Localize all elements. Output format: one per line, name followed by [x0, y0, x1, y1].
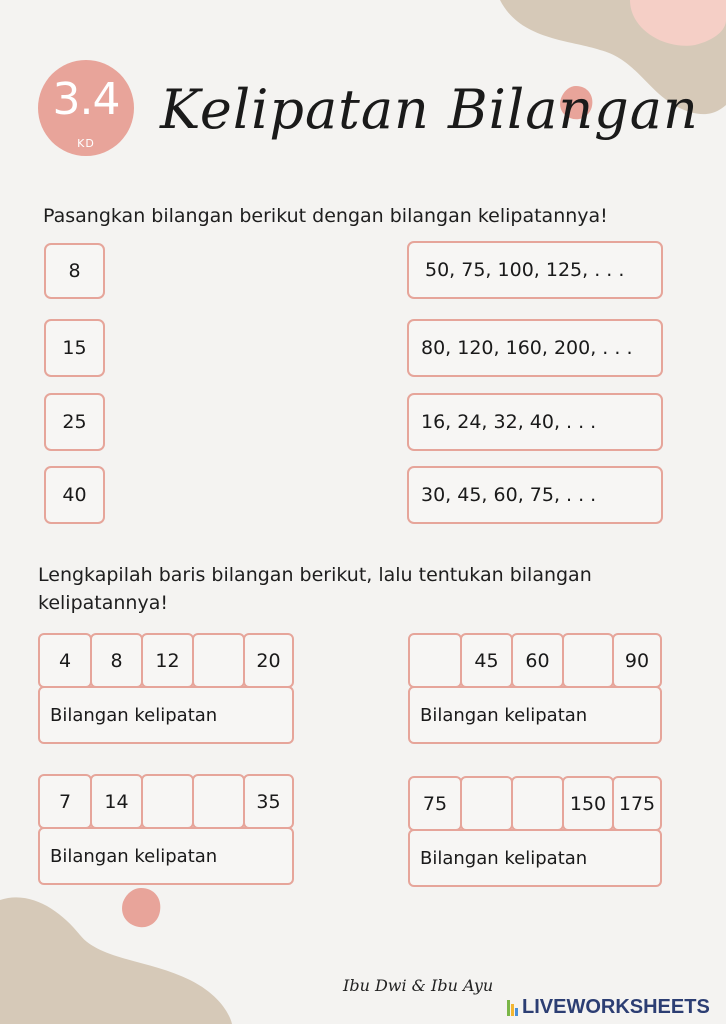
seq2-cell-4[interactable]	[562, 633, 614, 688]
seq4-cell-5[interactable]: 175	[612, 776, 662, 831]
badge-subtitle: KD	[77, 137, 95, 150]
seq2-cell-5[interactable]: 90	[612, 633, 662, 688]
right-item-3[interactable]: 16, 24, 32, 40, . . .	[407, 393, 663, 451]
seq2-cell-2[interactable]: 45	[460, 633, 513, 688]
seq3-cell-1[interactable]: 7	[38, 774, 92, 829]
seq1-cell-4[interactable]	[192, 633, 245, 688]
sequence-2	[408, 633, 662, 744]
seq4-cell-3[interactable]	[511, 776, 564, 831]
seq3-cell-3[interactable]	[141, 774, 194, 829]
left-item-2[interactable]: 15	[44, 319, 105, 377]
seq1-multiple-label[interactable]: Bilangan kelipatan	[38, 686, 294, 744]
left-item-4[interactable]: 40	[44, 466, 105, 524]
seq4-multiple-label[interactable]: Bilangan kelipatan	[408, 829, 662, 887]
seq2-multiple-label[interactable]: Bilangan kelipatan	[408, 686, 662, 744]
page-title: Kelipatan Bilangan	[160, 78, 699, 141]
authors-signature: Ibu Dwi & Ibu Ayu	[343, 976, 494, 995]
seq1-cell-5[interactable]: 20	[243, 633, 294, 688]
sequence-instruction-line2: kelipatannya!	[38, 592, 168, 614]
kd-badge	[38, 60, 134, 156]
seq1-cell-3[interactable]: 12	[141, 633, 194, 688]
bottom-pink-dot-decoration	[118, 886, 164, 932]
seq4-cell-2[interactable]	[460, 776, 513, 831]
right-item-4[interactable]: 30, 45, 60, 75, . . .	[407, 466, 663, 524]
matching-instruction: Pasangkan bilangan berikut dengan bilangan kelipatannya!	[43, 205, 608, 227]
badge-number: 3.4	[52, 74, 120, 125]
seq3-cell-4[interactable]	[192, 774, 245, 829]
sequence-instruction	[38, 561, 592, 617]
seq2-cell-1[interactable]	[408, 633, 462, 688]
seq3-cell-2[interactable]: 14	[90, 774, 143, 829]
seq3-cell-5[interactable]: 35	[243, 774, 294, 829]
seq2-cell-3[interactable]: 60	[511, 633, 564, 688]
liveworksheets-brand[interactable]: LIVEWORKSHEETS	[522, 996, 710, 1018]
right-item-1[interactable]: 50, 75, 100, 125, . . .	[407, 241, 663, 299]
seq3-multiple-label[interactable]: Bilangan kelipatan	[38, 827, 294, 885]
liveworksheets-logo-icon	[506, 998, 520, 1018]
seq1-cell-1[interactable]: 4	[38, 633, 92, 688]
seq4-cell-1[interactable]: 75	[408, 776, 462, 831]
sequence-1	[38, 633, 294, 744]
seq4-cell-4[interactable]: 150	[562, 776, 614, 831]
right-item-2[interactable]: 80, 120, 160, 200, . . .	[407, 319, 663, 377]
sequence-3	[38, 774, 294, 885]
left-item-3[interactable]: 25	[44, 393, 105, 451]
left-item-1[interactable]: 8	[44, 243, 105, 299]
seq1-cell-2[interactable]: 8	[90, 633, 143, 688]
sequence-instruction-line1: Lengkapilah baris bilangan berikut, lalu tentukan bilangan	[38, 564, 592, 586]
sequence-4	[408, 776, 662, 887]
